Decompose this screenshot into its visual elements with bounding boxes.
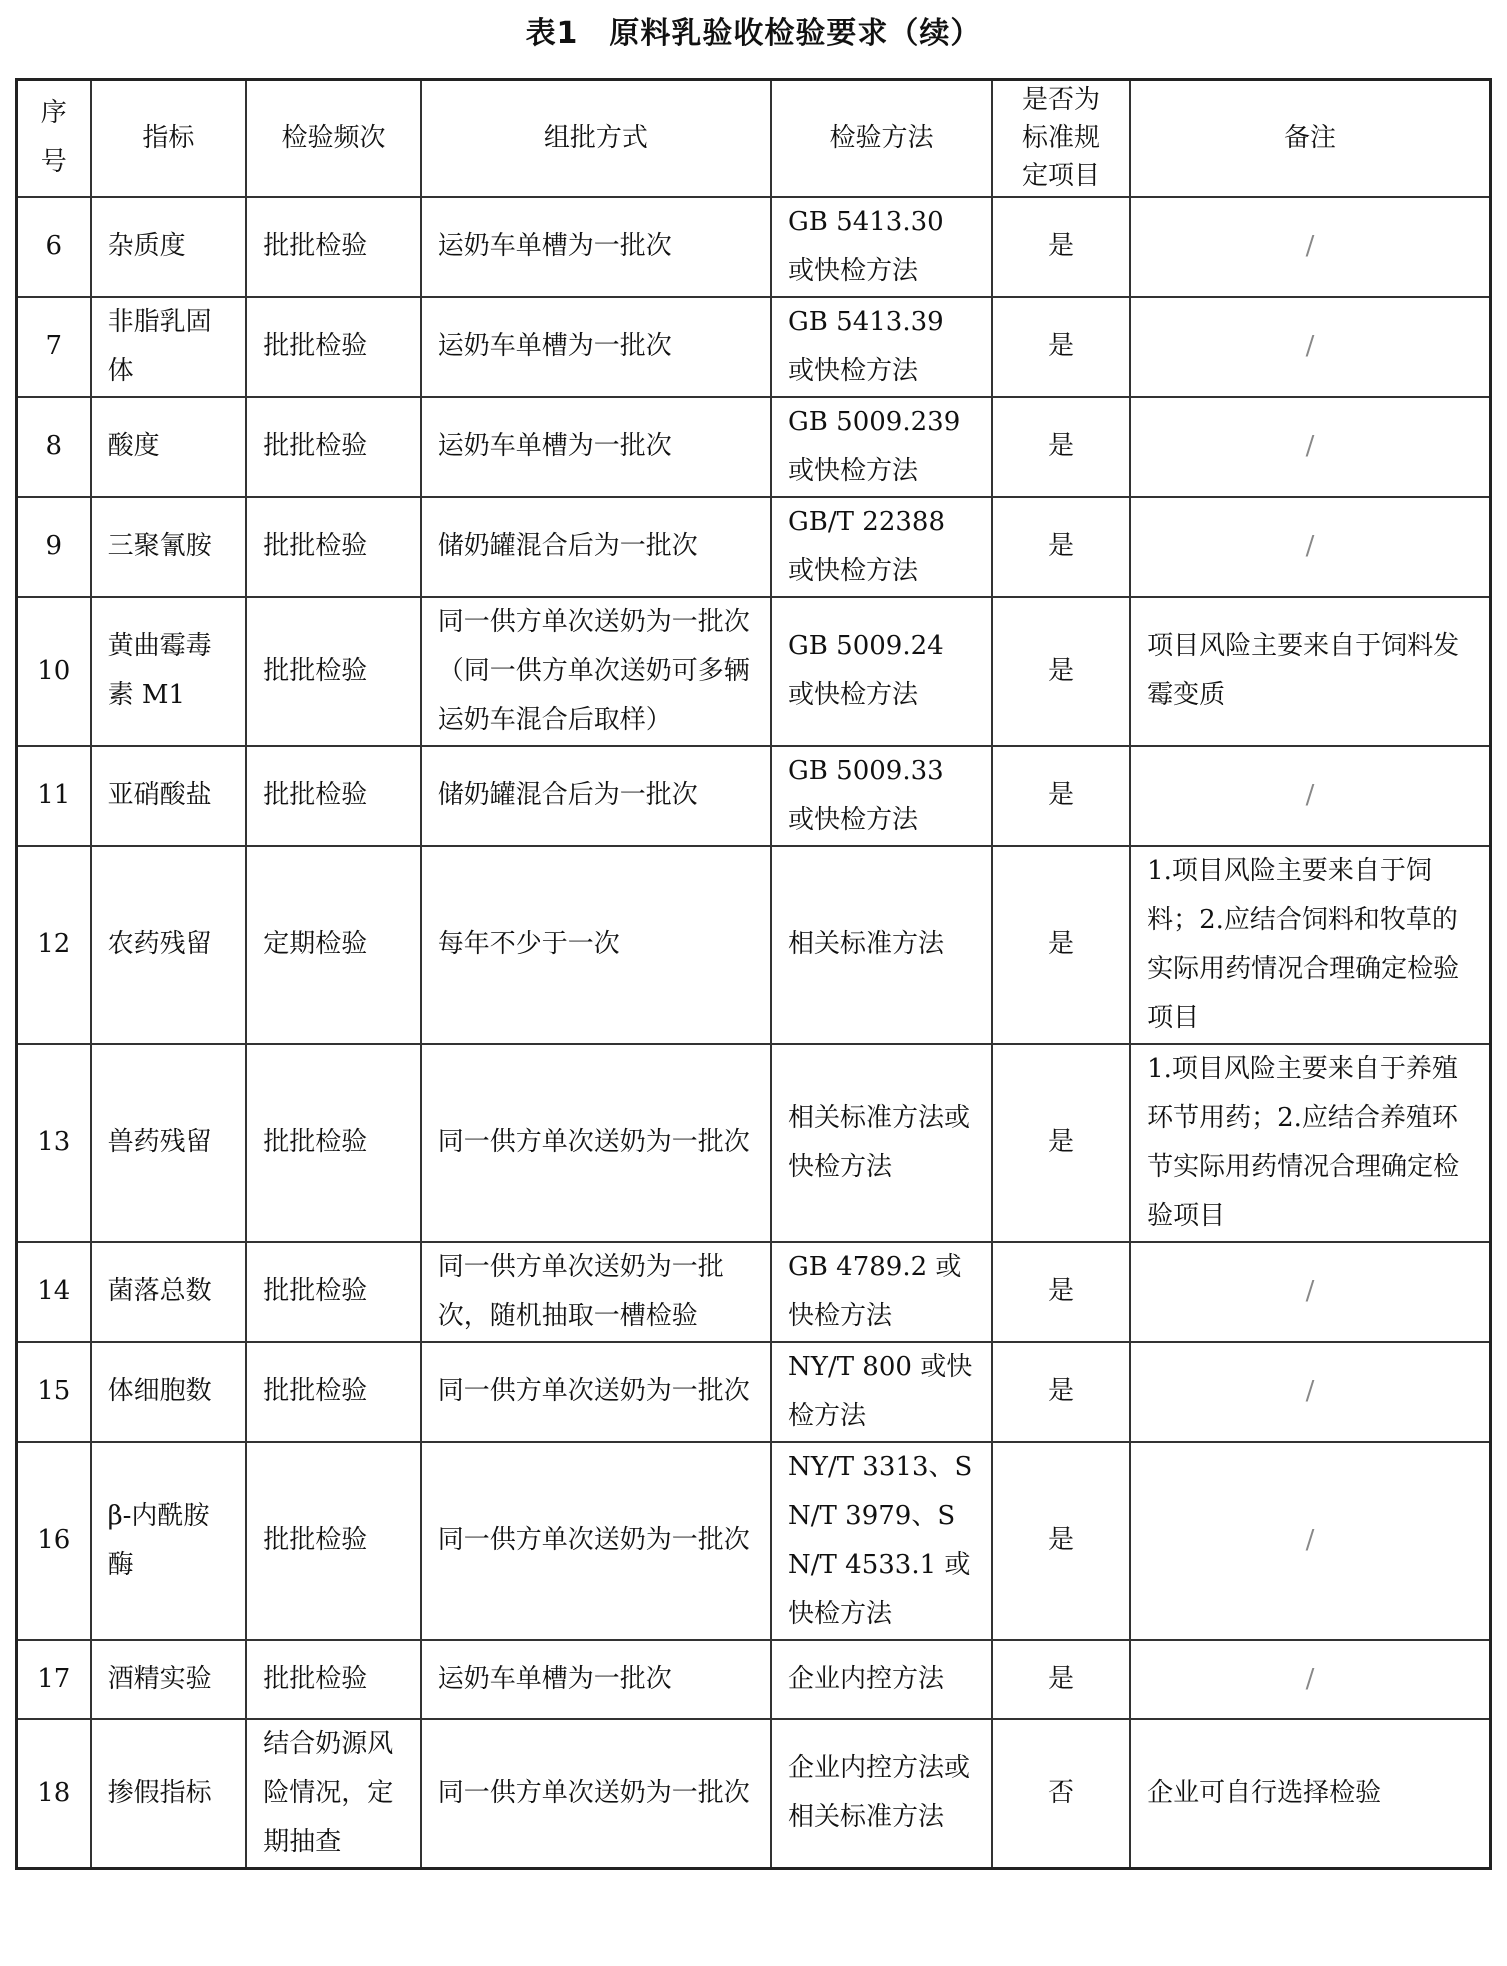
cell-no: 10 [17,597,91,746]
cell-indicator: 酸度 [91,397,247,497]
cell-indicator: 体细胞数 [91,1342,247,1442]
table-row [17,1044,1491,1242]
cell-indicator: 酒精实验 [91,1640,247,1719]
cell-remark: / [1130,1242,1490,1342]
cell-standard: 是 [992,1342,1130,1442]
cell-method: NY/T 3313、SN/T 3979、SN/T 4533.1 或快检方法 [771,1442,992,1640]
cell-no: 17 [17,1640,91,1719]
table-row [17,1242,1491,1342]
cell-indicator: 三聚氰胺 [91,497,247,597]
cell-indicator: 掺假指标 [91,1719,247,1869]
header-row [17,80,1491,197]
cell-standard: 是 [992,846,1130,1044]
header-no: 序号 [17,80,91,197]
header-method: 检验方法 [771,80,992,197]
cell-remark: / [1130,1442,1490,1640]
cell-batch: 同一供方单次送奶为一批次 [421,1719,771,1869]
cell-frequency: 批批检验 [246,497,421,597]
table-row [17,297,1491,397]
cell-batch: 运奶车单槽为一批次 [421,1640,771,1719]
table-row [17,1342,1491,1442]
cell-no: 12 [17,846,91,1044]
header-remark: 备注 [1130,80,1490,197]
cell-standard: 是 [992,746,1130,846]
cell-remark: 企业可自行选择检验 [1130,1719,1490,1869]
table-row [17,497,1491,597]
cell-method: 相关标准方法或快检方法 [771,1044,992,1242]
cell-batch: 运奶车单槽为一批次 [421,297,771,397]
table-row [17,1442,1491,1640]
cell-method: GB 5413.30 或快检方法 [771,197,992,297]
table-title: 表1 原料乳验收检验要求（续） [525,16,982,51]
cell-indicator: 农药残留 [91,846,247,1044]
cell-standard: 是 [992,597,1130,746]
cell-method: GB 5413.39 或快检方法 [771,297,992,397]
cell-frequency: 批批检验 [246,197,421,297]
cell-indicator: 亚硝酸盐 [91,746,247,846]
cell-batch: 同一供方单次送奶为一批次，随机抽取一槽检验 [421,1242,771,1342]
cell-method: NY/T 800 或快检方法 [771,1342,992,1442]
cell-indicator: 黄曲霉毒素 M1 [91,597,247,746]
header-batch: 组批方式 [421,80,771,197]
cell-no: 16 [17,1442,91,1640]
cell-standard: 是 [992,1242,1130,1342]
cell-batch: 储奶罐混合后为一批次 [421,746,771,846]
cell-frequency: 批批检验 [246,1640,421,1719]
cell-standard: 是 [992,1044,1130,1242]
cell-standard: 否 [992,1719,1130,1869]
cell-indicator: 杂质度 [91,197,247,297]
cell-no: 14 [17,1242,91,1342]
cell-method: GB 5009.24 或快检方法 [771,597,992,746]
cell-no: 13 [17,1044,91,1242]
cell-no: 7 [17,297,91,397]
cell-frequency: 定期检验 [246,846,421,1044]
cell-no: 9 [17,497,91,597]
header-frequency: 检验频次 [246,80,421,197]
cell-frequency: 批批检验 [246,1342,421,1442]
cell-method: GB 4789.2 或快检方法 [771,1242,992,1342]
cell-standard: 是 [992,497,1130,597]
cell-method: GB 5009.239 或快检方法 [771,397,992,497]
header-standard: 是否为标准规定项目 [992,80,1130,197]
cell-remark: 1.项目风险主要来自于养殖环节用药；2.应结合养殖环节实际用药情况合理确定检验项目 [1130,1044,1490,1242]
header-indicator: 指标 [91,80,247,197]
cell-remark: 1.项目风险主要来自于饲料；2.应结合饲料和牧草的实际用药情况合理确定检验项目 [1130,846,1490,1044]
cell-remark: / [1130,497,1490,597]
cell-indicator: 非脂乳固体 [91,297,247,397]
cell-indicator: 菌落总数 [91,1242,247,1342]
table-row [17,197,1491,297]
table-row [17,1640,1491,1719]
cell-remark: 项目风险主要来自于饲料发霉变质 [1130,597,1490,746]
cell-frequency: 批批检验 [246,1242,421,1342]
table-row [17,746,1491,846]
cell-no: 15 [17,1342,91,1442]
cell-frequency: 结合奶源风险情况，定期抽查 [246,1719,421,1869]
table-row [17,1719,1491,1869]
cell-frequency: 批批检验 [246,397,421,497]
cell-standard: 是 [992,197,1130,297]
cell-batch: 运奶车单槽为一批次 [421,197,771,297]
cell-remark: / [1130,1640,1490,1719]
cell-frequency: 批批检验 [246,1044,421,1242]
table-row [17,397,1491,497]
inspection-table [15,78,1492,1870]
cell-remark: / [1130,297,1490,397]
cell-frequency: 批批检验 [246,297,421,397]
cell-remark: / [1130,1342,1490,1442]
cell-standard: 是 [992,397,1130,497]
table-body [17,197,1491,1869]
cell-method: 企业内控方法 [771,1640,992,1719]
cell-frequency: 批批检验 [246,597,421,746]
cell-batch: 储奶罐混合后为一批次 [421,497,771,597]
cell-standard: 是 [992,1442,1130,1640]
cell-method: GB/T 22388 或快检方法 [771,497,992,597]
cell-indicator: 兽药残留 [91,1044,247,1242]
cell-no: 8 [17,397,91,497]
cell-frequency: 批批检验 [246,746,421,846]
table-row [17,597,1491,746]
cell-batch: 同一供方单次送奶为一批次 [421,1342,771,1442]
cell-remark: / [1130,746,1490,846]
cell-batch: 每年不少于一次 [421,846,771,1044]
cell-method: 企业内控方法或相关标准方法 [771,1719,992,1869]
cell-standard: 是 [992,297,1130,397]
cell-remark: / [1130,397,1490,497]
table-row [17,846,1491,1044]
cell-method: 相关标准方法 [771,846,992,1044]
cell-no: 6 [17,197,91,297]
cell-indicator: β-内酰胺酶 [91,1442,247,1640]
cell-batch: 同一供方单次送奶为一批次 [421,1044,771,1242]
cell-frequency: 批批检验 [246,1442,421,1640]
cell-standard: 是 [992,1640,1130,1719]
cell-method: GB 5009.33 或快检方法 [771,746,992,846]
cell-batch: 同一供方单次送奶为一批次 [421,1442,771,1640]
cell-batch: 运奶车单槽为一批次 [421,397,771,497]
cell-no: 18 [17,1719,91,1869]
cell-remark: / [1130,197,1490,297]
cell-batch: 同一供方单次送奶为一批次（同一供方单次送奶可多辆运奶车混合后取样） [421,597,771,746]
cell-no: 11 [17,746,91,846]
